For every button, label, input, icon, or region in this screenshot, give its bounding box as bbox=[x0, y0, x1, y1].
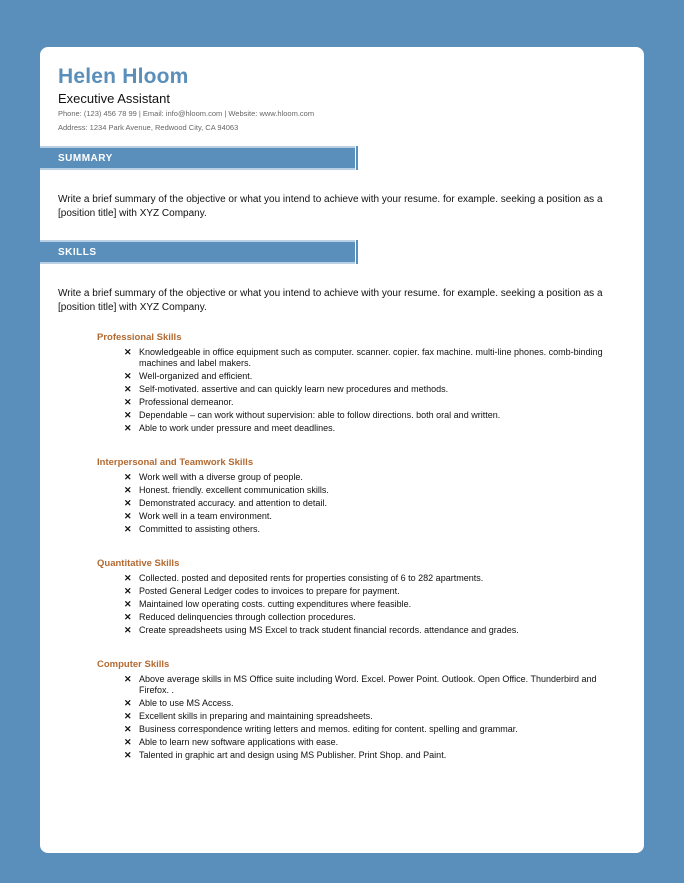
list-item bbox=[97, 724, 617, 735]
skill-list bbox=[97, 472, 617, 535]
list-item-text: Excellent skills in preparing and maintaining spreadsheets. bbox=[139, 711, 373, 721]
list-item bbox=[97, 371, 617, 382]
list-item-text: Talented in graphic art and design using MS Publisher. Print Shop. and Paint. bbox=[139, 750, 447, 760]
x-bullet-icon: ✕ bbox=[124, 410, 132, 420]
summary-header-bar bbox=[40, 146, 355, 170]
summary-text: Write a brief summary of the objective or what you intend to achieve with your resume. for example. seeking a position as a [position title] with XYZ Company. bbox=[58, 194, 603, 219]
skills-header-bar bbox=[40, 240, 355, 264]
list-item bbox=[97, 599, 617, 610]
skill-group-title: Computer Skills bbox=[97, 659, 170, 670]
skills-heading: SKILLS bbox=[58, 247, 97, 258]
list-item bbox=[97, 485, 617, 496]
list-item bbox=[97, 737, 617, 748]
list-item bbox=[97, 711, 617, 722]
list-item bbox=[97, 511, 617, 522]
list-item bbox=[97, 524, 617, 535]
x-bullet-icon: ✕ bbox=[124, 698, 132, 708]
skill-group-professional bbox=[97, 332, 617, 436]
x-bullet-icon: ✕ bbox=[124, 573, 132, 583]
resume-page bbox=[40, 47, 644, 853]
skill-list bbox=[97, 674, 617, 761]
x-bullet-icon: ✕ bbox=[124, 423, 132, 433]
list-item bbox=[97, 573, 617, 584]
list-item bbox=[97, 612, 617, 623]
x-bullet-icon: ✕ bbox=[124, 737, 132, 747]
list-item bbox=[97, 397, 617, 408]
list-item bbox=[97, 625, 617, 636]
skill-list bbox=[97, 347, 617, 434]
job-title: Executive Assistant bbox=[58, 91, 170, 106]
list-item-text: Honest. friendly. excellent communication skills. bbox=[139, 485, 329, 495]
list-item bbox=[97, 586, 617, 597]
skill-group-title: Professional Skills bbox=[97, 332, 182, 343]
skill-group-quantitative bbox=[97, 558, 617, 638]
list-item bbox=[97, 698, 617, 709]
summary-heading: SUMMARY bbox=[58, 153, 113, 164]
x-bullet-icon: ✕ bbox=[124, 599, 132, 609]
skill-group-computer bbox=[97, 659, 617, 763]
x-bullet-icon: ✕ bbox=[124, 586, 132, 596]
skill-group-title: Quantitative Skills bbox=[97, 558, 180, 569]
list-item-text: Able to learn new software applications with ease. bbox=[139, 737, 339, 747]
list-item-text: Dependable – can work without supervision: able to follow directions. both oral and written. bbox=[139, 410, 501, 420]
list-item bbox=[97, 384, 617, 395]
list-item-text: Business correspondence writing letters and memos. editing for content. spelling and grammar. bbox=[139, 724, 518, 734]
list-item bbox=[97, 498, 617, 509]
list-item-text: Reduced delinquencies through collection procedures. bbox=[139, 612, 356, 622]
list-item-text: Committed to assisting others. bbox=[139, 524, 261, 534]
list-item-text: Well-organized and efficient. bbox=[139, 371, 253, 381]
x-bullet-icon: ✕ bbox=[124, 347, 132, 357]
list-item-text: Above average skills in MS Office suite including Word. Excel. Power Point. Outlook. Open Office. Thunderbird and Firefox. . bbox=[139, 674, 597, 695]
list-item bbox=[97, 423, 617, 434]
list-item bbox=[97, 347, 617, 369]
x-bullet-icon: ✕ bbox=[124, 371, 132, 381]
x-bullet-icon: ✕ bbox=[124, 397, 132, 407]
list-item-text: Demonstrated accuracy. and attention to detail. bbox=[139, 498, 327, 508]
x-bullet-icon: ✕ bbox=[124, 384, 132, 394]
x-bullet-icon: ✕ bbox=[124, 511, 132, 521]
list-item bbox=[97, 410, 617, 421]
contact-line: Phone: (123) 456 78 99 | Email: info@hloom.com | Website: www.hloom.com bbox=[58, 109, 315, 118]
list-item-text: Collected. posted and deposited rents for properties consisting of 6 to 282 apartments. bbox=[139, 573, 484, 583]
x-bullet-icon: ✕ bbox=[124, 711, 132, 721]
list-item-text: Professional demeanor. bbox=[139, 397, 234, 407]
address-line: Address: 1234 Park Avenue, Redwood City, CA 94063 bbox=[58, 123, 239, 132]
skill-group-interpersonal bbox=[97, 457, 617, 537]
x-bullet-icon: ✕ bbox=[124, 625, 132, 635]
skill-list bbox=[97, 573, 617, 636]
skill-group-title: Interpersonal and Teamwork Skills bbox=[97, 457, 254, 468]
list-item-text: Work well in a team environment. bbox=[139, 511, 272, 521]
x-bullet-icon: ✕ bbox=[124, 498, 132, 508]
list-item-text: Work well with a diverse group of people. bbox=[139, 472, 303, 482]
x-bullet-icon: ✕ bbox=[124, 612, 132, 622]
list-item-text: Knowledgeable in office equipment such as computer. scanner. copier. fax machine. multi-line phones. comb-binding machines and label makers. bbox=[139, 347, 603, 368]
x-bullet-icon: ✕ bbox=[124, 524, 132, 534]
list-item bbox=[97, 472, 617, 483]
x-bullet-icon: ✕ bbox=[124, 472, 132, 482]
x-bullet-icon: ✕ bbox=[124, 724, 132, 734]
list-item-text: Maintained low operating costs. cutting expenditures where feasible. bbox=[139, 599, 412, 609]
list-item-text: Self-motivated. assertive and can quickly learn new procedures and methods. bbox=[139, 384, 449, 394]
list-item bbox=[97, 750, 617, 761]
x-bullet-icon: ✕ bbox=[124, 485, 132, 495]
skills-intro-text: Write a brief summary of the objective or what you intend to achieve with your resume. for example. seeking a position as a [position title] with XYZ Company. bbox=[58, 288, 603, 313]
list-item-text: Posted General Ledger codes to invoices to prepare for payment. bbox=[139, 586, 400, 596]
list-item-text: Able to use MS Access. bbox=[139, 698, 234, 708]
x-bullet-icon: ✕ bbox=[124, 750, 132, 760]
list-item bbox=[97, 674, 617, 696]
resume-name: Helen Hloom bbox=[58, 65, 189, 88]
list-item-text: Create spreadsheets using MS Excel to track student financial records. attendance and grades. bbox=[139, 625, 519, 635]
x-bullet-icon: ✕ bbox=[124, 674, 132, 684]
list-item-text: Able to work under pressure and meet deadlines. bbox=[139, 423, 336, 433]
